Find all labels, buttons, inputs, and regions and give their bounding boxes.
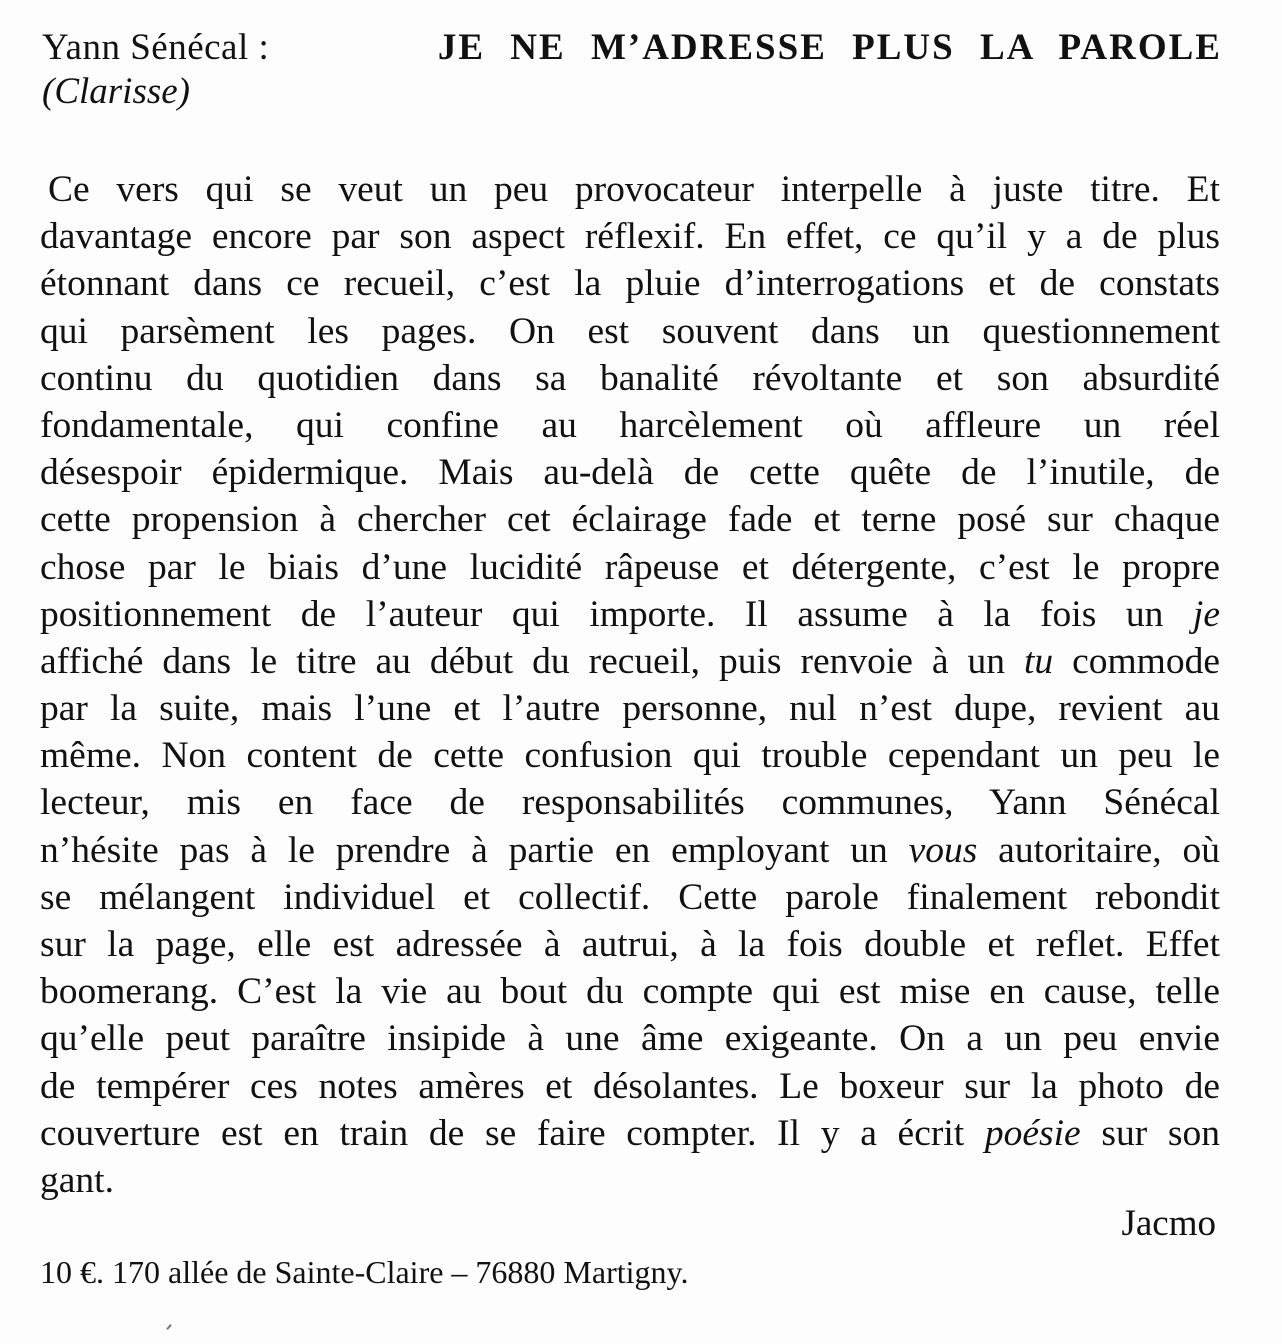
review-line: chose par le biais d’une lucidité râpeuse et détergente, c’est le propre	[40, 546, 1220, 588]
review-line	[40, 1110, 1220, 1157]
emphasis-vous: vous	[908, 829, 978, 871]
review-line-text: positionnement de l’auteur qui importe. Il assume à la fois un	[40, 593, 1193, 635]
emphasis-poesie: poésie	[984, 1112, 1081, 1154]
review-line-text: commode	[1053, 640, 1220, 682]
review-line-text: affiché dans le titre au début du recueil, puis renvoie à un	[40, 640, 1024, 682]
review-line: sur la page, elle est adressée à autrui, à la fois double et reflet. Effet	[40, 924, 1220, 965]
review-line-text: n’hésite pas à le prendre à partie en employant un	[40, 829, 909, 871]
review-line-text: sur son	[1080, 1112, 1220, 1154]
scan-speck	[166, 1324, 171, 1330]
review-header	[42, 26, 1222, 114]
price-and-address: 10 €. 170 allée de Sainte-Claire – 76880 Martigny.	[40, 1254, 689, 1290]
emphasis-je: je	[1192, 593, 1220, 635]
emphasis-tu: tu	[1023, 640, 1054, 682]
review-line: de tempérer ces notes amères et désolantes. Le boxeur sur la photo de	[40, 1065, 1220, 1107]
review-line: par la suite, mais l’une et l’autre personne, nul n’est dupe, revient au	[40, 688, 1220, 730]
review-line: cette propension à chercher cet éclairage fade et terne posé sur chaque	[40, 499, 1220, 541]
book-title: JE NE M’ADRESSE PLUS LA PAROLE	[437, 27, 1222, 68]
review-line: continu du quotidien dans sa banalité révoltante et son absurdité	[40, 357, 1220, 399]
review-line: désespoir épidermique. Mais au-delà de cette quête de l’inutile, de	[40, 452, 1220, 494]
review-line: même. Non content de cette confusion qui trouble cependant un peu le	[40, 735, 1220, 777]
review-line: qui parsèment les pages. On est souvent dans un questionnement	[40, 310, 1220, 352]
review-signature: Jacmo	[1121, 1203, 1216, 1244]
review-line	[40, 638, 1220, 685]
review-line	[40, 827, 1220, 874]
review-line: boomerang. C’est la vie au bout du compte qui est mise en cause, telle	[40, 971, 1220, 1013]
review-line	[40, 591, 1220, 638]
review-line: davantage encore par son aspect réflexif. En effet, ce qu’il y a de plus	[40, 216, 1220, 258]
review-line: fondamentale, qui confine au harcèlement où affleure un réel	[40, 404, 1220, 446]
review-line: se mélangent individuel et collectif. Cette parole finalement rebondit	[40, 876, 1220, 918]
review-line: Ce vers qui se veut un peu provocateur interpelle à juste titre. Et	[48, 169, 1220, 210]
review-line: gant.	[40, 1159, 114, 1201]
book-publisher: (Clarisse)	[42, 71, 190, 112]
header-line	[42, 26, 1222, 70]
review-line-text: couverture est en train de se faire compter. Il y a écrit	[40, 1112, 985, 1154]
review-line-text: autoritaire, où	[977, 829, 1220, 871]
review-body	[40, 166, 1220, 1204]
review-line: étonnant dans ce recueil, c’est la pluie d’interrogations et de constats	[40, 263, 1220, 305]
book-author: Yann Sénécal :	[42, 27, 270, 68]
review-line: qu’elle peut paraître insipide à une âme exigeante. On a un peu envie	[40, 1018, 1220, 1060]
review-line: lecteur, mis en face de responsabilités communes, Yann Sénécal	[40, 782, 1220, 824]
